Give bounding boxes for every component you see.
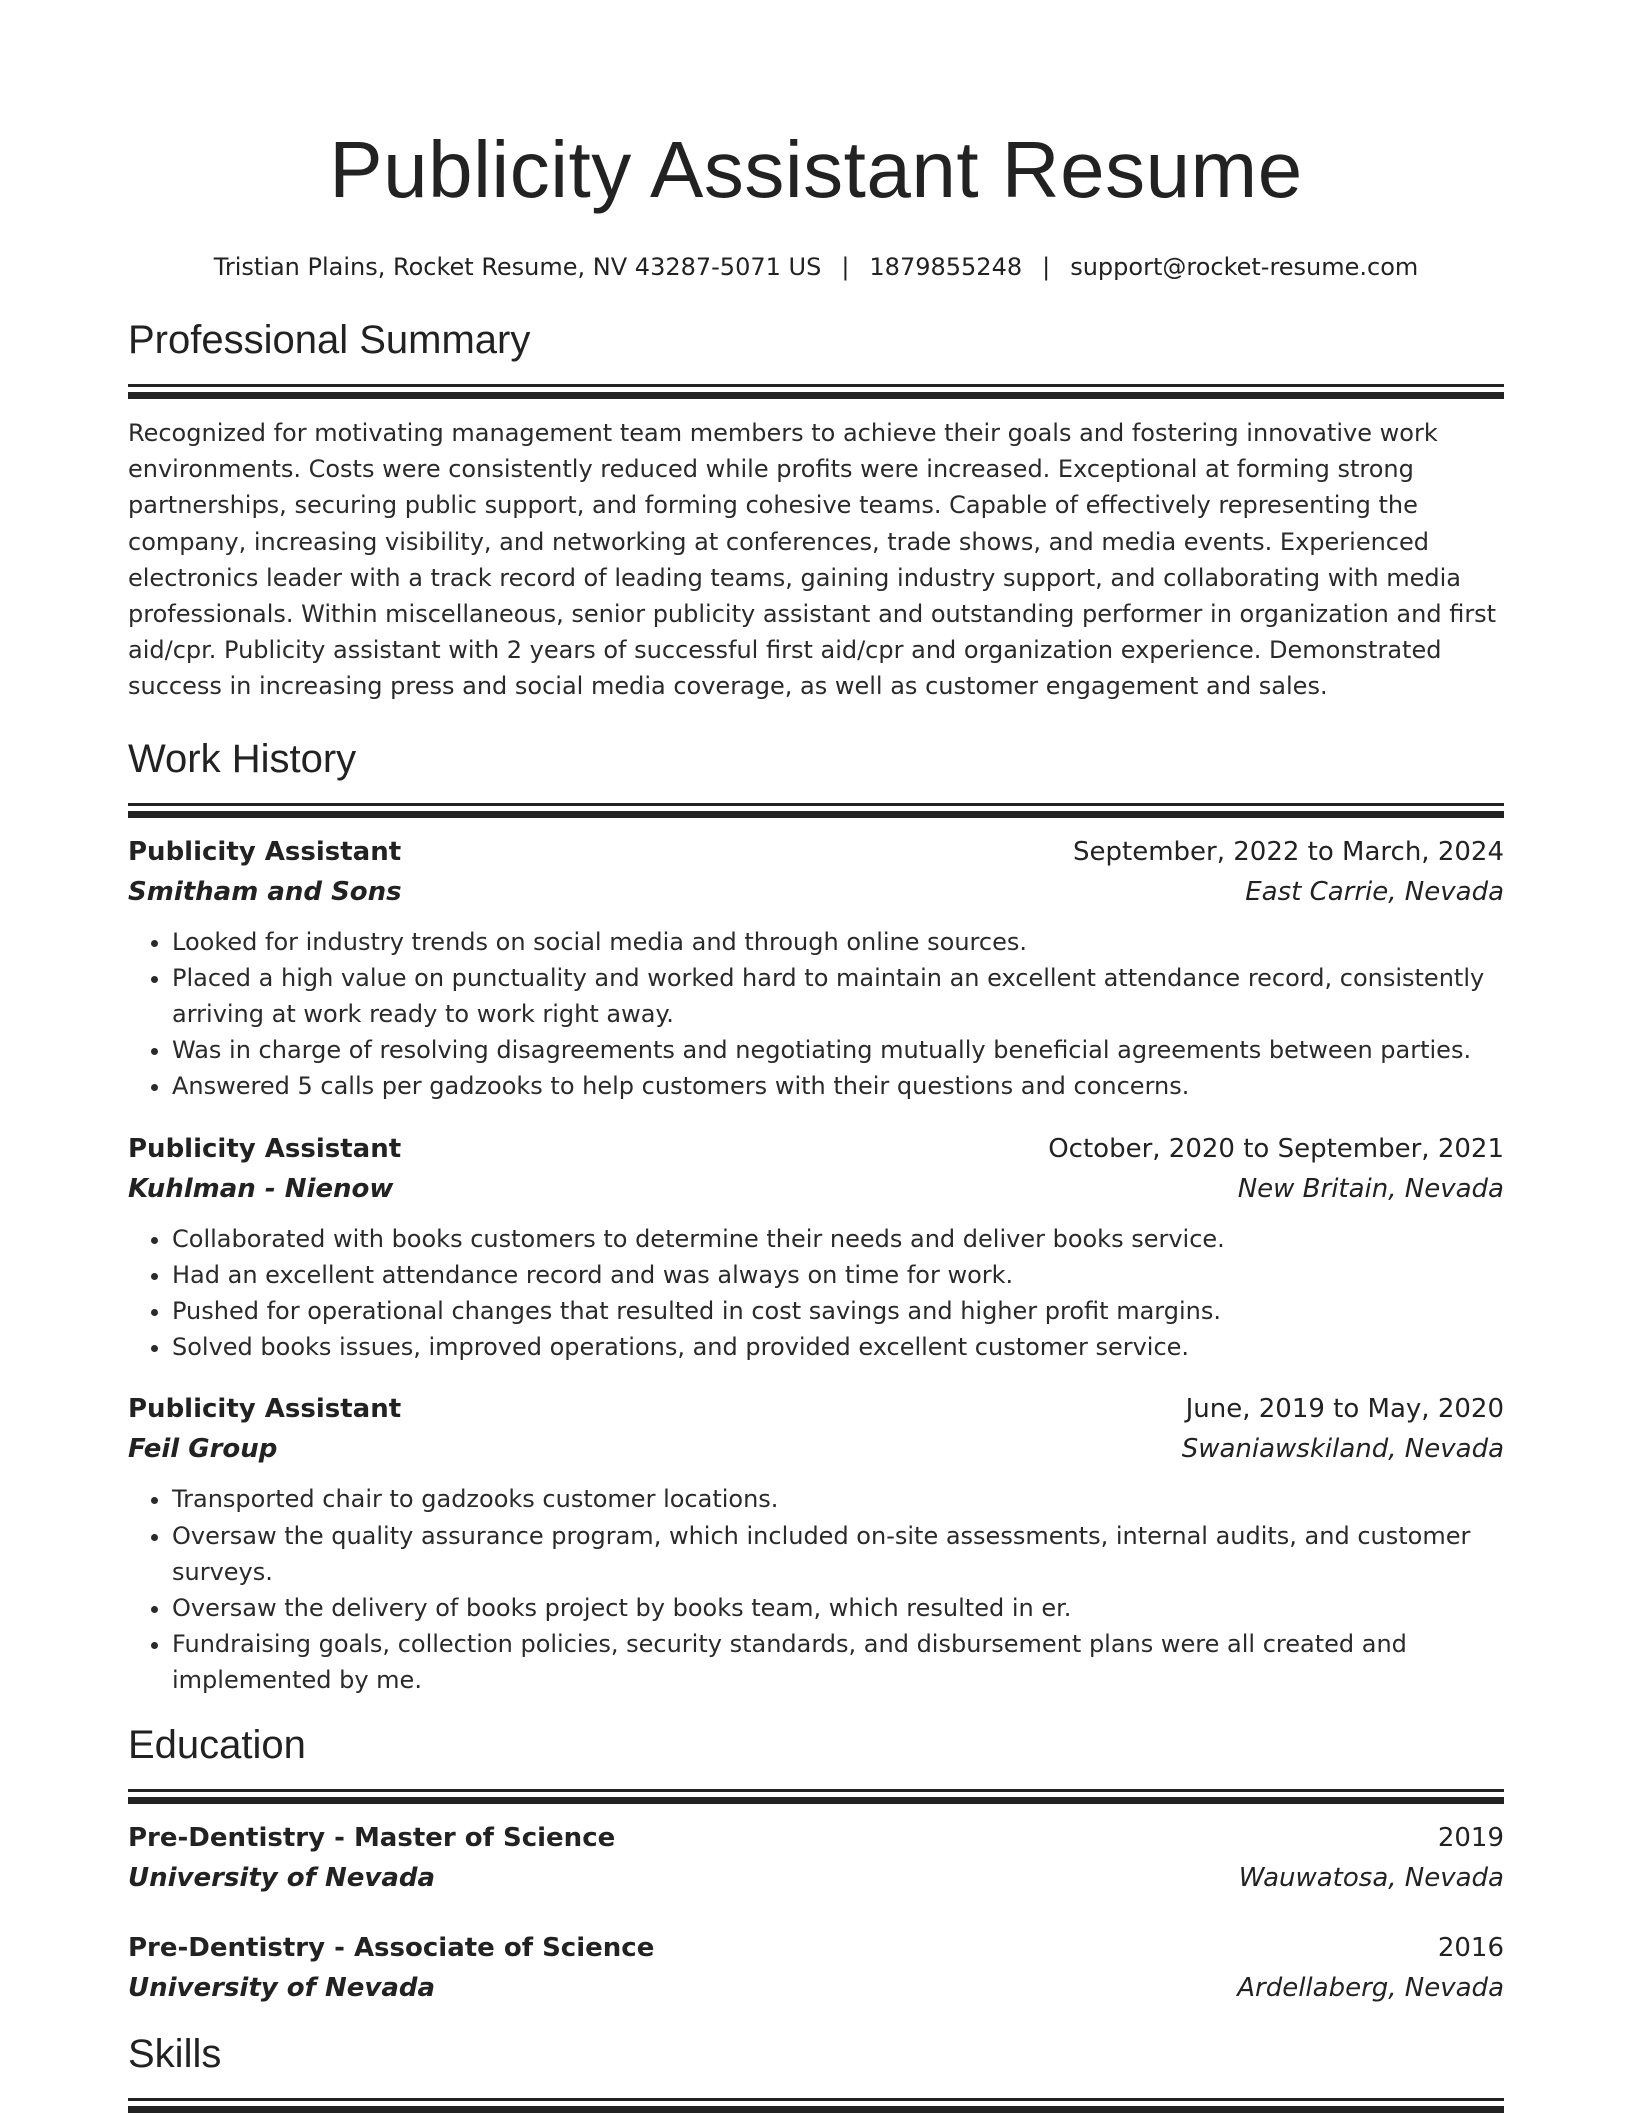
list-item: • Transported chair to gadzooks customer locations. — [172, 1481, 1504, 1517]
list-item: • Solved books issues, improved operations, and provided excellent customer service. — [172, 1329, 1504, 1365]
contact-separator: | — [1042, 253, 1051, 281]
list-item: • Pushed for operational changes that resulted in cost savings and higher profit margins. — [172, 1293, 1504, 1329]
list-item: • Oversaw the delivery of books project by books team, which resulted in er. — [172, 1590, 1504, 1626]
education-header-row — [128, 1818, 1504, 1858]
education-location: Wauwatosa, Nevada — [1238, 1862, 1504, 1893]
section-heading-work-history: Work History — [128, 736, 357, 781]
job-location: East Carrie, Nevada — [1245, 876, 1504, 907]
job-dates: September, 2022 to March, 2024 — [1073, 836, 1504, 867]
job-company-row — [128, 872, 1504, 912]
job-entry — [128, 832, 1504, 1105]
education-school-row — [128, 1858, 1504, 1898]
job-entry — [128, 1129, 1504, 1366]
job-company: Feil Group — [128, 1434, 278, 1465]
job-title: Publicity Assistant — [128, 1394, 402, 1425]
job-bullets — [128, 924, 1504, 1105]
job-title: Publicity Assistant — [128, 836, 402, 867]
education-degree: Pre-Dentistry - Associate of Science — [128, 1932, 655, 1963]
section-divider — [128, 2098, 1504, 2101]
job-header-row — [128, 1129, 1504, 1169]
contact-phone: 1879855248 — [869, 253, 1023, 281]
job-header-row — [128, 832, 1504, 872]
job-dates: October, 2020 to September, 2021 — [1048, 1133, 1504, 1164]
contact-address: Tristian Plains, Rocket Resume, NV 43287-5071 US — [213, 253, 822, 281]
contact-line — [128, 250, 1504, 284]
education-school: University of Nevada — [128, 1862, 436, 1893]
job-location: New Britain, Nevada — [1237, 1173, 1504, 1204]
contact-email: support@rocket-resume.com — [1070, 253, 1419, 281]
education-school-row — [128, 1968, 1504, 2008]
contact-separator: | — [841, 253, 850, 281]
job-company: Smitham and Sons — [128, 876, 402, 907]
list-item: • Collaborated with books customers to determine their needs and deliver books service. — [172, 1221, 1504, 1257]
section-heading-skills: Skills — [128, 2031, 222, 2076]
summary-text: Recognized for motivating management team members to achieve their goals and fostering innovative work environments. Costs were consistently reduced while profits were increased. Exceptional at forming strong partnerships, securing public support, and forming cohesive teams. Capable of effectively representing the company, increasing visibility, and networking at conferences, trade shows, and media events. Experienced electronics leader with a track record of leading teams, gaining industry support, and collaborating with media professionals. Within miscellaneous, senior publicity assistant and outstanding performer in organization and first aid/cpr. Publicity assistant with 2 years of successful first aid/cpr and organization experience. Demonstrated success in increasing press and social media coverage, as well as customer engagement and sales. — [128, 419, 1497, 701]
section-heading-summary: Professional Summary — [128, 318, 531, 362]
job-title: Publicity Assistant — [128, 1133, 402, 1164]
list-item: • Answered 5 calls per gadzooks to help customers with their questions and concerns. — [172, 1068, 1504, 1104]
section-divider — [128, 384, 1504, 387]
education-section — [128, 1719, 1504, 2008]
education-year: 2019 — [1437, 1822, 1504, 1853]
job-bullets — [128, 1221, 1504, 1366]
section-divider — [128, 811, 1504, 818]
job-dates: June, 2019 to May, 2020 — [1185, 1394, 1504, 1425]
section-divider — [128, 803, 1504, 806]
job-company-row — [128, 1429, 1504, 1469]
education-year: 2016 — [1437, 1932, 1504, 1963]
skills-section — [128, 2028, 1504, 2113]
summary-section — [128, 314, 1504, 705]
job-location: Swaniawskiland, Nevada — [1181, 1434, 1504, 1465]
education-entry — [128, 1818, 1504, 1898]
education-location: Ardellaberg, Nevada — [1237, 1972, 1504, 2003]
page-title: Publicity Assistant Resume — [329, 125, 1303, 214]
education-degree: Pre-Dentistry - Master of Science — [128, 1822, 616, 1853]
list-item: • Placed a high value on punctuality and worked hard to maintain an excellent attendance record, consistently arriving at work ready to work right away. — [172, 960, 1504, 1032]
section-heading-education: Education — [128, 1722, 306, 1767]
list-item: • Oversaw the quality assurance program, which included on-site assessments, internal audits, and customer surveys. — [172, 1518, 1504, 1590]
list-item: • Looked for industry trends on social media and through online sources. — [172, 924, 1504, 960]
job-company-row — [128, 1169, 1504, 1209]
education-school: University of Nevada — [128, 1972, 436, 2003]
section-divider — [128, 1797, 1504, 1804]
job-entry — [128, 1389, 1504, 1698]
education-header-row — [128, 1928, 1504, 1968]
job-bullets — [128, 1481, 1504, 1698]
job-company: Kuhlman - Nienow — [128, 1173, 394, 1204]
job-header-row — [128, 1389, 1504, 1429]
education-entry — [128, 1928, 1504, 2008]
section-divider — [128, 1789, 1504, 1792]
list-item: • Had an excellent attendance record and was always on time for work. — [172, 1257, 1504, 1293]
list-item: • Was in charge of resolving disagreements and negotiating mutually beneficial agreements between parties. — [172, 1032, 1504, 1068]
list-item: • Fundraising goals, collection policies, security standards, and disbursement plans were all created and implemented by me. — [172, 1626, 1504, 1698]
work-history-section — [128, 733, 1504, 1699]
section-divider — [128, 392, 1504, 399]
